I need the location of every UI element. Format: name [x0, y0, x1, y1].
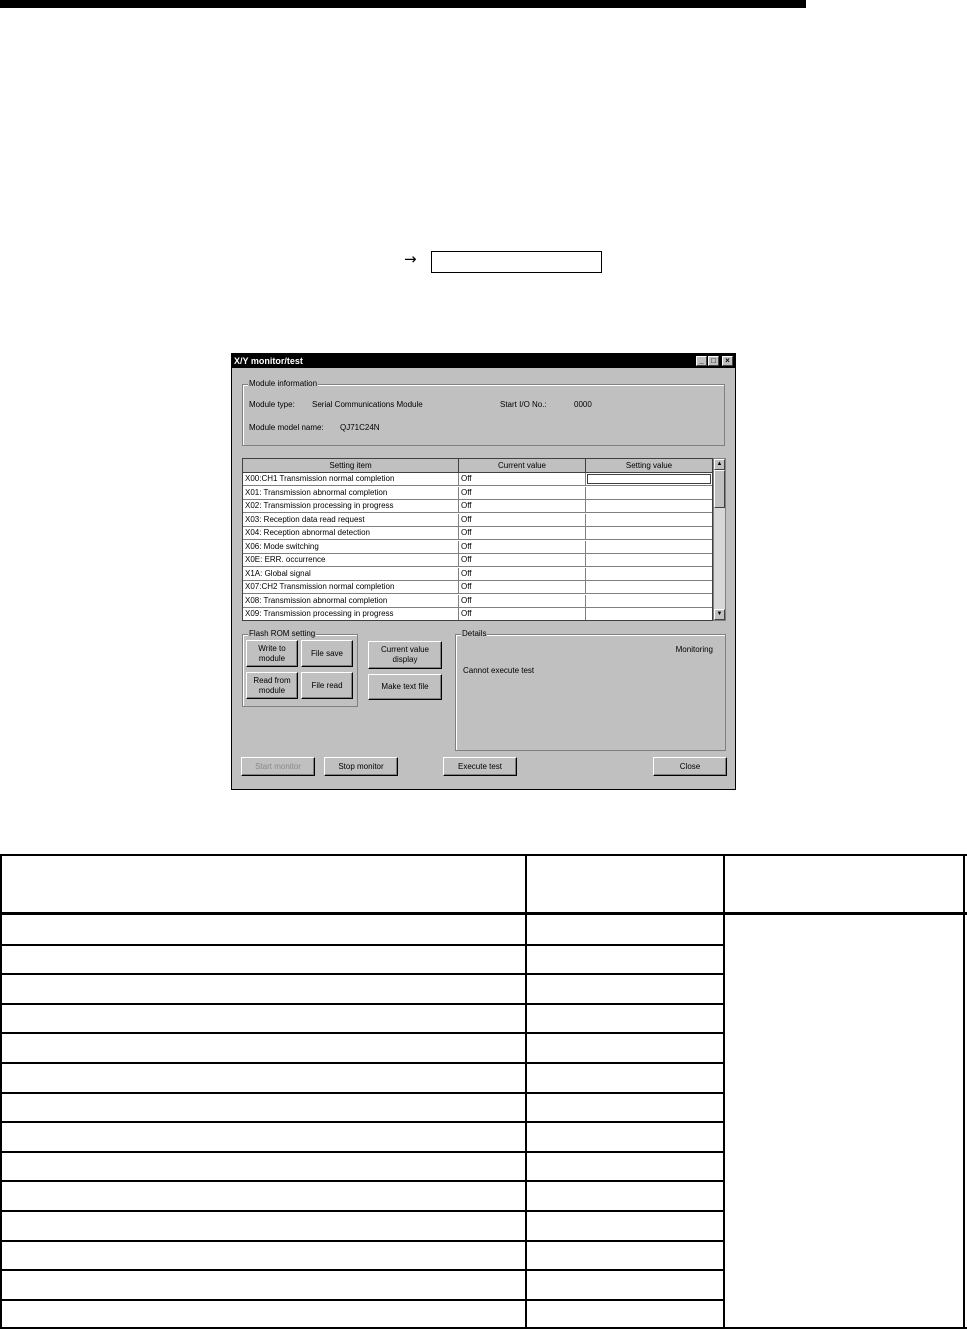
stop-monitor-button[interactable]: Stop monitor	[324, 757, 398, 776]
table-row-divider	[0, 1269, 725, 1271]
arrow-icon: →	[404, 250, 417, 268]
top-rule	[0, 0, 806, 8]
table-right-border	[963, 854, 965, 1329]
grid-row[interactable]	[243, 568, 712, 581]
current-value-cell: Off	[459, 554, 586, 566]
table-row-divider	[0, 1151, 725, 1153]
setting-value-cell[interactable]	[586, 595, 712, 607]
setting-item-cell: X01: Transmission abnormal completion	[243, 487, 459, 499]
table-row-divider	[0, 1180, 725, 1182]
xy-monitor-test-dialog	[231, 353, 736, 790]
close-button[interactable]: Close	[653, 757, 727, 776]
setting-value-cell[interactable]	[586, 554, 712, 566]
grid-row[interactable]	[243, 554, 712, 567]
setting-item-cell: X0E: ERR. occurrence	[243, 554, 459, 566]
header-setting-value[interactable]: Setting value	[625, 461, 673, 470]
module-model-name-label: Module model name:	[249, 423, 324, 432]
module-model-name-value: QJ71C24N	[340, 423, 380, 432]
scroll-up-icon[interactable]: ▲	[714, 459, 725, 470]
setting-value-cell[interactable]	[586, 500, 712, 512]
start-monitor-button[interactable]: Start monitor	[241, 757, 315, 776]
setting-value-cell[interactable]	[586, 527, 712, 539]
table-row-divider	[0, 1121, 725, 1123]
window-title: X/Y monitor/test	[234, 356, 303, 366]
current-value-cell: Off	[459, 527, 586, 539]
setting-item-cell: X02: Transmission processing in progress	[243, 500, 459, 512]
module-information-group	[242, 379, 725, 446]
current-value-cell: Off	[459, 541, 586, 553]
title-bar	[232, 354, 735, 368]
table-top-border	[0, 854, 967, 856]
setting-item-cell: X09: Transmission processing in progress	[243, 608, 459, 620]
grid-row[interactable]	[243, 487, 712, 500]
start-io-value: 0000	[574, 400, 592, 409]
module-type-value: Serial Communications Module	[312, 400, 423, 409]
reference-table	[0, 854, 967, 1329]
setting-item-cell: X03: Reception data read request	[243, 514, 459, 526]
setting-value-cell[interactable]	[586, 473, 712, 485]
setting-item-cell: X00:CH1 Transmission normal completion	[243, 473, 459, 485]
details-label: Details	[462, 629, 487, 638]
setting-item-cell: X06: Mode switching	[243, 541, 459, 553]
grid-row[interactable]	[243, 581, 712, 594]
current-value-cell: Off	[459, 487, 586, 499]
current-value-cell: Off	[459, 473, 586, 485]
details-message: Cannot execute test	[463, 666, 535, 675]
file-save-button[interactable]: File save	[301, 640, 353, 667]
table-row-divider	[0, 973, 725, 975]
grid-scrollbar[interactable]	[713, 458, 726, 621]
setting-value-cell[interactable]	[586, 541, 712, 553]
grid-row[interactable]	[243, 527, 712, 540]
current-value-cell: Off	[459, 568, 586, 580]
execute-test-button[interactable]: Execute test	[443, 757, 517, 776]
setting-item-cell: X1A: Global signal	[243, 568, 459, 580]
table-row-divider	[0, 1210, 725, 1212]
write-to-module-button[interactable]: Write to module	[246, 640, 298, 667]
menu-path-box	[431, 251, 602, 273]
table-row-divider	[0, 1062, 725, 1064]
make-text-file-button[interactable]: Make text file	[368, 674, 442, 700]
xy-signal-grid[interactable]	[242, 458, 713, 621]
grid-row[interactable]	[243, 595, 712, 608]
grid-row[interactable]	[243, 500, 712, 513]
details-group	[455, 629, 726, 751]
setting-value-cell[interactable]	[586, 487, 712, 499]
module-type-label: Module type:	[249, 400, 295, 409]
setting-value-cell[interactable]	[586, 608, 712, 620]
scroll-thumb[interactable]	[714, 470, 725, 508]
close-window-button[interactable]: ×	[722, 356, 733, 366]
minimize-button[interactable]: _	[696, 356, 707, 366]
grid-header	[243, 459, 712, 473]
maximize-button[interactable]: □	[708, 356, 719, 366]
header-setting-item[interactable]: Setting item	[243, 459, 459, 472]
table-bottom-border	[0, 1327, 967, 1329]
grid-row[interactable]	[243, 608, 712, 621]
table-row-divider	[0, 1092, 725, 1094]
grid-row[interactable]	[243, 514, 712, 527]
table-row-divider	[0, 1003, 725, 1005]
header-current-value[interactable]: Current value	[459, 459, 586, 472]
current-value-cell: Off	[459, 595, 586, 607]
setting-item-cell: X08: Transmission abnormal completion	[243, 595, 459, 607]
monitoring-status: Monitoring	[675, 645, 713, 654]
file-read-button[interactable]: File read	[301, 672, 353, 699]
module-information-label: Module information	[249, 379, 318, 388]
table-header-divider	[0, 912, 967, 915]
current-value-cell: Off	[459, 514, 586, 526]
setting-value-cell[interactable]	[586, 568, 712, 580]
current-value-cell: Off	[459, 581, 586, 593]
setting-item-cell: X07:CH2 Transmission normal completion	[243, 581, 459, 593]
flash-rom-setting-label: Flash ROM setting	[249, 629, 316, 638]
start-io-label: Start I/O No.:	[500, 400, 547, 409]
current-value-cell: Off	[459, 500, 586, 512]
setting-item-cell: X04: Reception abnormal detection	[243, 527, 459, 539]
setting-value-cell[interactable]	[586, 581, 712, 593]
table-row-divider	[0, 944, 725, 946]
grid-row[interactable]	[243, 541, 712, 554]
current-value-cell: Off	[459, 608, 586, 620]
scroll-down-icon[interactable]: ▼	[714, 609, 725, 620]
grid-row[interactable]	[243, 473, 712, 486]
current-value-display-button[interactable]: Current value display	[368, 641, 442, 669]
table-row-divider	[0, 1032, 725, 1034]
table-row-divider	[0, 1299, 725, 1301]
read-from-module-button[interactable]: Read from module	[246, 672, 298, 699]
setting-value-cell[interactable]	[586, 514, 712, 526]
table-row-divider	[0, 1240, 725, 1242]
